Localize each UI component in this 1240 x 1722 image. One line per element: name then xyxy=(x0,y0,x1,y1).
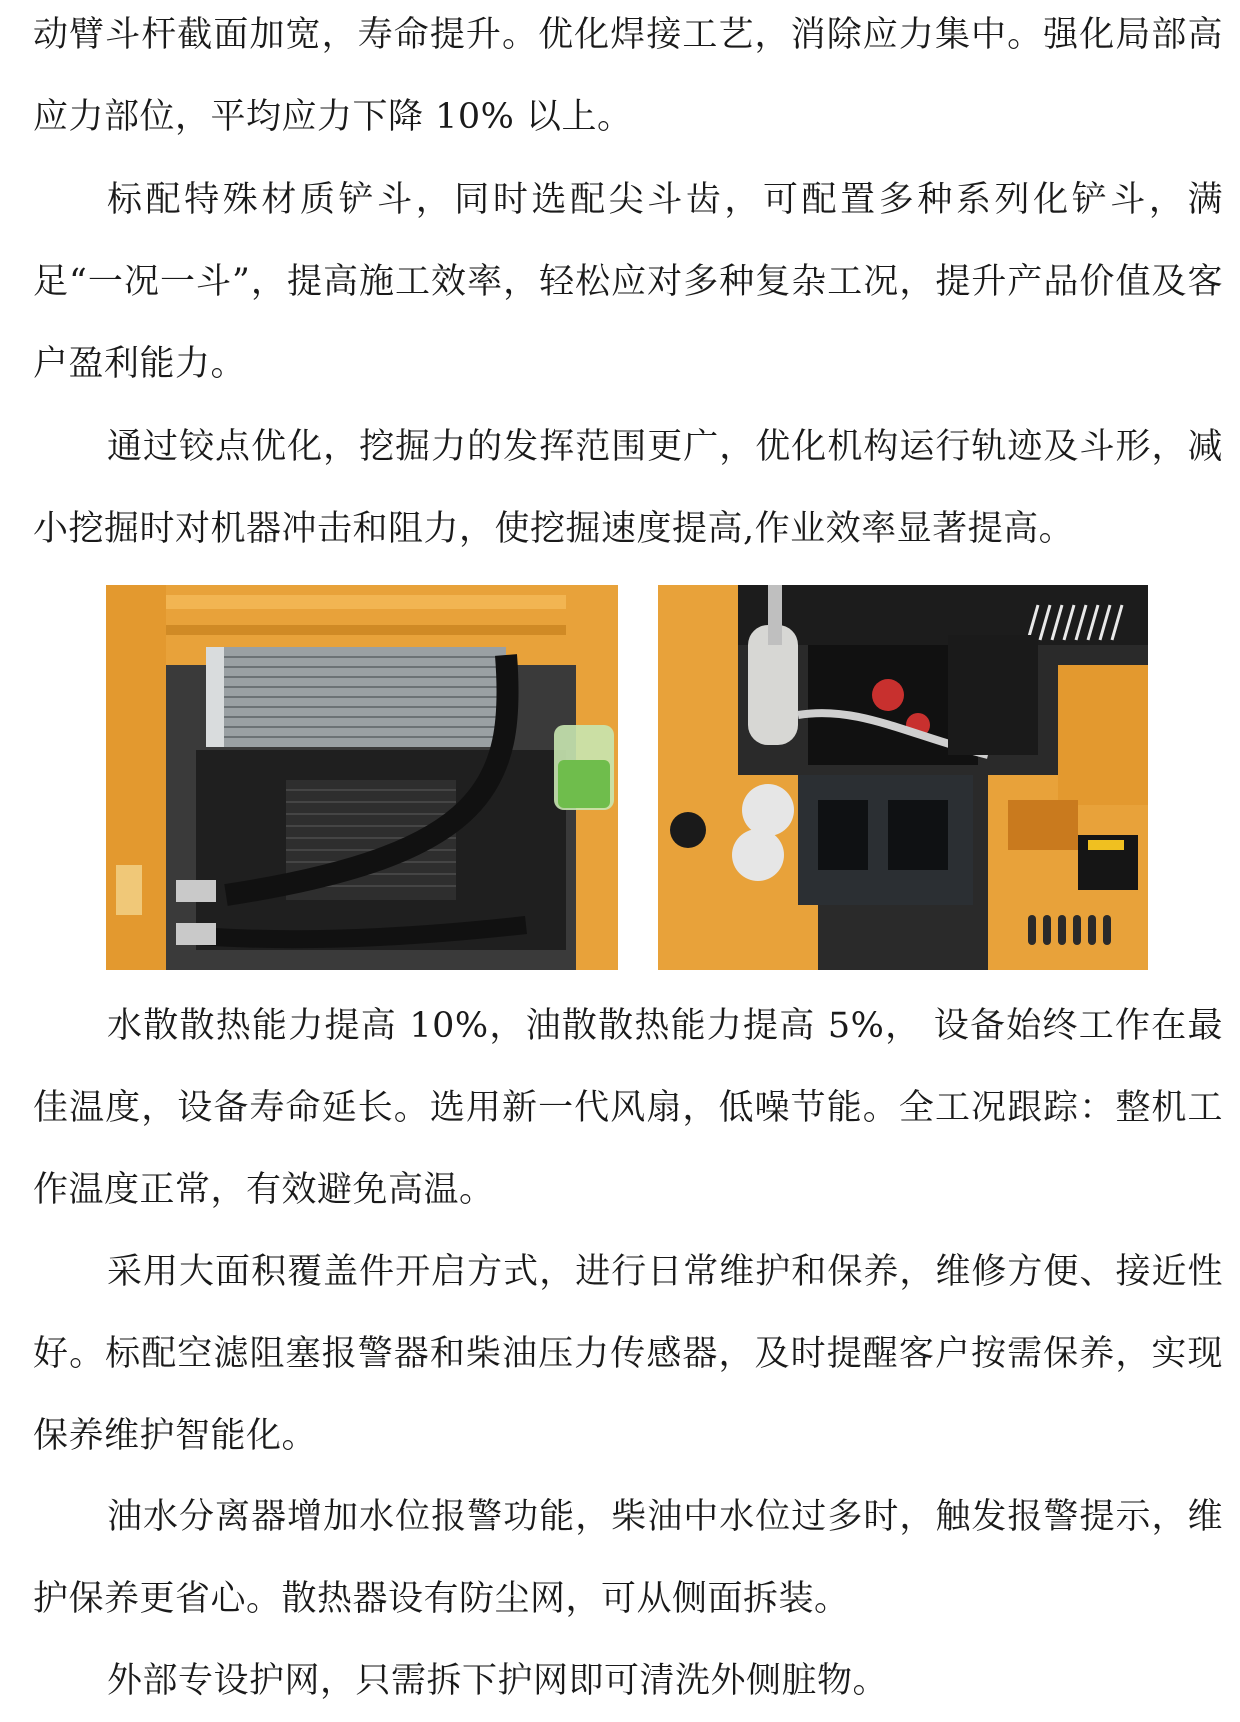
paragraph-maintenance: 采用大面积覆盖件开启方式，进行日常维护和保养，维修方便、接近性好。标配空滤阻塞报警器和柴油压力传感器，及时提醒客户按需保养，实现保养维护智能化。 xyxy=(33,1252,1223,1456)
paragraph-water-separator: 油水分离器增加水位报警功能，柴油中水位过多时，触发报警提示，维护保养更省心。散热器设有防尘网，可从侧面拆装。 xyxy=(33,1497,1223,1619)
paragraph-cooling: 水散散热能力提高 10%，油散散热能力提高 5%， 设备始终工作在最佳温度，设备寿命延长。选用新一代风扇，低噪节能。全工况跟踪：整机工作温度正常，有效避免高温。 xyxy=(33,1006,1223,1210)
paragraph-hinge-optimization: 通过铰点优化，挖掘力的发挥范围更广，优化机构运行轨迹及斗形，减小挖掘时对机器冲击和阻力，使挖掘速度提高,作业效率显著提高。 xyxy=(33,427,1223,549)
engine-compartment-photo xyxy=(658,585,1148,970)
paragraph-protective-net: 外部专设护网，只需拆下护网即可清洗外侧脏物。 xyxy=(107,1661,889,1701)
paragraph-boom-arm: 动臂斗杆截面加宽，寿命提升。优化焊接工艺，消除应力集中。强化局部高应力部位，平均应力下降 10% 以上。 xyxy=(33,15,1223,137)
paragraph-bucket: 标配特殊材质铲斗，同时选配尖斗齿，可配置多种系列化铲斗，满足“一况一斗”，提高施工效率，轻松应对多种复杂工况，提升产品价值及客户盈利能力。 xyxy=(33,180,1223,384)
radiator-photo xyxy=(106,585,618,970)
